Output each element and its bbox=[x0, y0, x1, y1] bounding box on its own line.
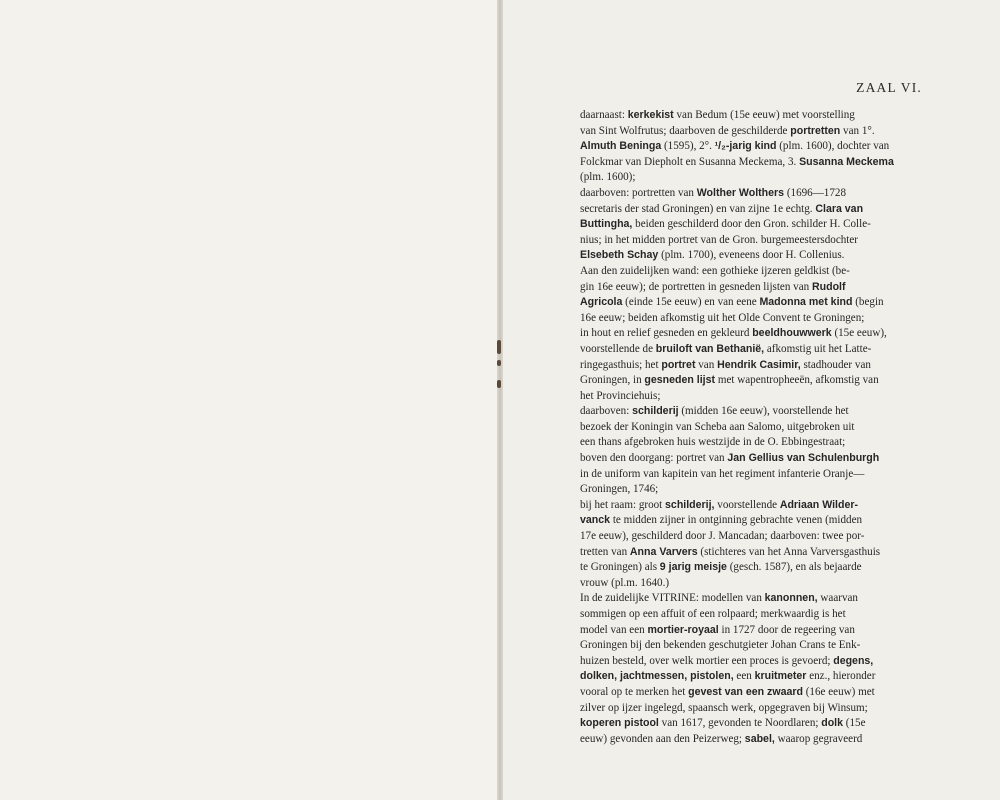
bold-term: portret bbox=[661, 358, 696, 371]
text-run: secretaris der stad Groningen) en van zijne 1e echtg. bbox=[580, 202, 816, 215]
text-run: Groningen, in bbox=[580, 374, 645, 387]
text-line bbox=[580, 685, 920, 701]
text-run: (15e eeuw), bbox=[831, 327, 887, 340]
text-run: (15e bbox=[843, 717, 866, 730]
text-run: (16e eeuw) met bbox=[802, 685, 875, 698]
text-run: zilver op ijzer ingelegd, spaansch werk, opgegraven bij Winsum; bbox=[580, 701, 868, 714]
text-run: waarop gegraveerd bbox=[774, 732, 863, 745]
text-run: van 1°. bbox=[840, 124, 875, 137]
text-run: beiden geschilderd door den Gron. schilder H. Colle- bbox=[632, 218, 871, 231]
text-run: in hout en relief gesneden en gekleurd bbox=[580, 327, 753, 340]
text-line bbox=[580, 342, 920, 358]
text-line bbox=[580, 295, 920, 311]
text-run: nius; in het midden portret van de Gron. burgemeestersdochter bbox=[580, 233, 858, 246]
text-run: bezoek der Koningin van Scheba aan Salomo, uitgebroken uit bbox=[580, 420, 855, 433]
bold-term: dolken, jachtmessen, pistolen, bbox=[580, 670, 734, 683]
text-line bbox=[580, 326, 920, 342]
text-line bbox=[580, 280, 920, 296]
bold-term: 9 jarig meisje bbox=[659, 561, 727, 574]
text-line bbox=[580, 560, 920, 576]
text-run: afkomstig uit het Latte- bbox=[764, 342, 872, 355]
bold-term: Susanna Meckema bbox=[799, 155, 894, 168]
text-line bbox=[580, 358, 920, 374]
bold-term: ¹/₂-jarig kind bbox=[714, 140, 777, 153]
text-line bbox=[580, 248, 920, 264]
bold-term: koperen pistool bbox=[580, 717, 659, 730]
text-line bbox=[580, 716, 920, 732]
bold-term: Almuth Beninga bbox=[580, 140, 662, 153]
bold-term: Wolther Wolthers bbox=[696, 186, 785, 199]
text-line bbox=[580, 404, 920, 420]
bold-term: Adriaan Wilder- bbox=[779, 498, 859, 511]
text-line bbox=[580, 186, 920, 202]
bold-term: Anna Varvers bbox=[629, 545, 698, 558]
bold-term: bruiloft van Bethanië, bbox=[655, 342, 765, 355]
bold-term: dolk bbox=[821, 717, 844, 730]
text-line bbox=[580, 545, 920, 561]
text-run: 17e eeuw), geschilderd door J. Mancadan; daarboven: twee por- bbox=[580, 530, 865, 543]
bold-term: kanonnen, bbox=[764, 592, 818, 605]
right-page bbox=[503, 0, 1000, 800]
text-line bbox=[580, 233, 920, 249]
text-run: van Bedum (15e eeuw) met voorstelling bbox=[673, 109, 855, 121]
bold-term: gesneden lijst bbox=[644, 374, 716, 387]
text-run: in de uniform van kapitein van het regiment infanterie Oranje— bbox=[580, 467, 865, 480]
text-line bbox=[580, 591, 920, 607]
binding-mark bbox=[497, 340, 501, 354]
bold-term: gevest van een zwaard bbox=[688, 685, 803, 698]
text-run: vooral op te merken het bbox=[580, 685, 689, 698]
text-line bbox=[580, 373, 920, 389]
text-line bbox=[580, 451, 920, 467]
text-run: gin 16e eeuw); de portretten in gesneden lijsten van bbox=[580, 280, 812, 293]
text-run: te midden zijner in ontginning gebrachte venen (midden bbox=[610, 514, 863, 527]
text-line bbox=[580, 623, 920, 639]
text-run: (gesch. 1587), en als bejaarde bbox=[726, 561, 862, 574]
text-run: het Provinciehuis; bbox=[580, 389, 661, 402]
text-run: 16e eeuw; beiden afkomstig uit het Olde Convent te Groningen; bbox=[580, 311, 865, 324]
text-run: (stichteres van het Anna Varversgasthuis bbox=[697, 545, 881, 558]
text-line bbox=[580, 264, 920, 280]
text-line bbox=[580, 217, 920, 233]
text-run: boven den doorgang: portret van bbox=[580, 452, 728, 465]
bold-term: mortier-royaal bbox=[647, 623, 719, 636]
text-line bbox=[580, 654, 920, 670]
text-line bbox=[580, 108, 920, 124]
page-header: ZAAL VI. bbox=[856, 80, 922, 95]
text-line bbox=[580, 701, 920, 717]
text-run: voorstellende bbox=[714, 498, 780, 511]
text-line bbox=[580, 139, 920, 155]
bold-term: Rudolf bbox=[811, 280, 846, 293]
text-run: huizen besteld, over welk mortier een proces is gevoerd; bbox=[580, 654, 834, 667]
text-line bbox=[580, 155, 920, 171]
text-run: (1696—1728 bbox=[784, 186, 846, 199]
text-run: van 1617, gevonden te Noordlaren; bbox=[658, 717, 822, 730]
text-run: daarboven: bbox=[580, 405, 633, 418]
text-line bbox=[580, 467, 920, 483]
text-run: stadhouder van bbox=[800, 358, 871, 371]
bold-term: Jan Gellius van Schulenburgh bbox=[727, 452, 880, 465]
text-run: te Groningen) als bbox=[580, 561, 660, 574]
text-run: sommigen op een affuit of een rolpaard; merkwaardig is het bbox=[580, 608, 846, 620]
text-run: daarboven: portretten van bbox=[580, 186, 697, 199]
bold-term: Hendrik Casimir, bbox=[717, 358, 801, 371]
text-line bbox=[580, 529, 920, 545]
text-line bbox=[580, 513, 920, 529]
text-run: (plm. 1600), dochter van bbox=[776, 140, 890, 153]
bold-term: degens, bbox=[833, 654, 874, 667]
text-run: van bbox=[695, 358, 718, 371]
bold-term: kerkekist bbox=[627, 109, 674, 121]
text-run: een thans afgebroken huis westzijde in de O. Ebbingestraat; bbox=[580, 436, 846, 449]
text-run: Groningen, 1746; bbox=[580, 483, 659, 496]
text-run: (midden 16e eeuw), voorstellende het bbox=[678, 405, 849, 418]
text-line bbox=[580, 435, 920, 451]
bold-term: portretten bbox=[790, 124, 841, 137]
text-run: Groningen bij den bekenden geschutgieter Johan Crans te Enk- bbox=[580, 639, 861, 652]
bold-term: Agricola bbox=[580, 296, 623, 309]
body-text bbox=[580, 108, 920, 747]
text-line bbox=[580, 732, 920, 748]
text-run: voorstellende de bbox=[580, 342, 656, 355]
text-run: (begin bbox=[852, 296, 884, 309]
text-line bbox=[580, 607, 920, 623]
bold-term: Elsebeth Schay bbox=[580, 249, 659, 262]
text-line bbox=[580, 124, 920, 140]
text-run: daarnaast: bbox=[580, 109, 628, 121]
text-run: eeuw) gevonden aan den Peizerweg; bbox=[580, 732, 745, 745]
bold-term: kruitmeter bbox=[754, 670, 807, 683]
text-run: bij het raam: groot bbox=[580, 498, 666, 511]
bold-term: beeldhouwwerk bbox=[752, 327, 832, 340]
text-line bbox=[580, 482, 920, 498]
text-run: In de zuidelijke VITRINE: modellen van bbox=[580, 592, 765, 605]
text-line bbox=[580, 170, 920, 186]
text-line bbox=[580, 202, 920, 218]
text-line bbox=[580, 311, 920, 327]
text-run: (plm. 1600); bbox=[580, 171, 636, 184]
text-line bbox=[580, 669, 920, 685]
bold-term: schilderij bbox=[632, 405, 679, 418]
text-run: Aan den zuidelijken wand: een gothieke ijzeren geldkist (be- bbox=[580, 264, 850, 277]
text-run: Folckmar van Diepholt en Susanna Meckema, 3. bbox=[580, 155, 800, 168]
text-run: enz., hieronder bbox=[806, 670, 876, 683]
text-run: (einde 15e eeuw) en van eene bbox=[622, 296, 760, 309]
text-run: (plm. 1700), eveneens door H. Collenius. bbox=[658, 249, 845, 262]
text-run: vrouw (pl.m. 1640.) bbox=[580, 576, 670, 589]
binding-mark bbox=[497, 380, 501, 388]
bold-term: Madonna met kind bbox=[759, 296, 853, 309]
text-run: van Sint Wolfrutus; daarboven de geschilderde bbox=[580, 124, 791, 137]
binding-mark bbox=[497, 360, 501, 366]
text-run: met wapentropheeën, afkomstig van bbox=[715, 374, 879, 387]
bold-term: schilderij, bbox=[665, 498, 715, 511]
text-run: tretten van bbox=[580, 545, 630, 558]
text-run: model van een bbox=[580, 623, 648, 636]
text-line bbox=[580, 420, 920, 436]
bold-term: sabel, bbox=[744, 732, 775, 745]
text-line bbox=[580, 638, 920, 654]
text-run: een bbox=[733, 670, 755, 683]
text-line bbox=[580, 576, 920, 592]
bold-term: Clara van bbox=[815, 202, 864, 215]
text-run: (1595), 2°. bbox=[661, 140, 715, 153]
text-line bbox=[580, 389, 920, 405]
text-line bbox=[580, 498, 920, 514]
bold-term: vanck bbox=[580, 514, 611, 527]
text-run: waarvan bbox=[817, 592, 858, 605]
text-run: ringegasthuis; het bbox=[580, 358, 662, 371]
text-run: in 1727 door de regeering van bbox=[718, 623, 855, 636]
bold-term: Buttingha, bbox=[580, 218, 633, 231]
